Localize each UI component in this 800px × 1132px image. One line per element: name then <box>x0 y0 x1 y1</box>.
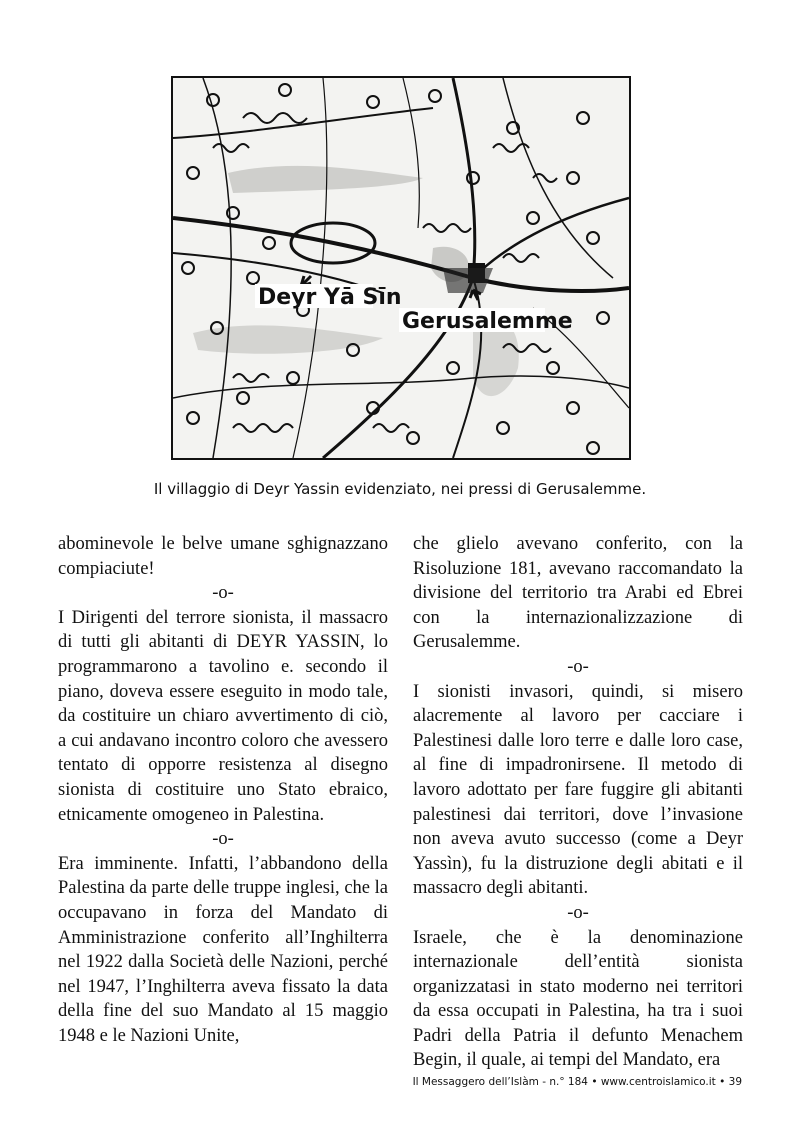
figure-caption: Il villaggio di Deyr Yassin evidenziato, nei pressi di Gerusalemme. <box>153 480 647 498</box>
map-image <box>171 76 631 460</box>
section-separator: -o- <box>567 902 589 923</box>
paragraph: I sionisti invasori, quindi, si misero alacremente al lavoro per cacciare i Palestinesi dalle loro terre e dalle loro case, al fine di impadronirsene. Il metodo di lavoro adottato per fare fuggire gli abitanti palestinesi dai territori, dove l’invasione non aveva avuto successo (come a Deyr Yassìn), fu la distruzione degli abitati e il massacro degli abitanti. <box>413 681 743 899</box>
paragraph: che glielo avevano conferito, con la Risoluzione 181, avevano raccomandato la divisione del territorio tra Arabi ed Ebrei con la internazionalizzazione di Gerusalemme. <box>413 534 743 653</box>
map-drawing <box>173 78 629 458</box>
paragraph: Era imminente. Infatti, l’abbandono della Palestina da parte delle truppe inglesi, che la occupavano in forza del Mandato di Amministrazione conferito all’Inghilterra nel 1922 dalla Società delle Nazioni, perché nel 1947, l’Inghilterra aveva fissato la data della fine del suo Mandato al 15 maggio 1948 e le Nazioni Unite, <box>58 853 388 1046</box>
paragraph: abominevole le belve umane sghignazzano compiaciute! <box>58 534 388 579</box>
section-separator: -o- <box>212 583 234 604</box>
paragraph: Israele, che è la denominazione internazionale dell’entità sionista organizzatasi in stato moderno nei territori da essa occupati in Palestina, ha tra i suoi Padri della Patria il defunto Menachem Begin, il quale, ai tempi del Mandato, era <box>413 927 743 1071</box>
section-separator: -o- <box>567 656 589 677</box>
map-label-deyr-yasin: Deyr Yā Sīn <box>258 285 402 310</box>
paragraph: I Dirigenti del terrore sionista, il massacro di tutti gli abitanti di DEYR YASSIN, lo programmarono a tavolino e. secondo il piano, doveva essere eseguito in modo tale, da costituire un chiaro avvertimento di ciò, a cui andavano incontro coloro che avessero tentato di opporre resistenza al disegno sionista di costituire uno Stato ebraico, etnicamente omogeneo in Palestina. <box>58 607 388 825</box>
section-separator: -o- <box>212 829 234 850</box>
page-footer: Il Messaggero dell’Islàm - n.° 184 • www.centroislamico.it • 39 <box>412 1076 742 1088</box>
map-label-jerusalem: Gerusalemme <box>402 309 573 334</box>
text-column-left <box>58 532 388 1048</box>
text-column-right <box>413 532 743 1073</box>
